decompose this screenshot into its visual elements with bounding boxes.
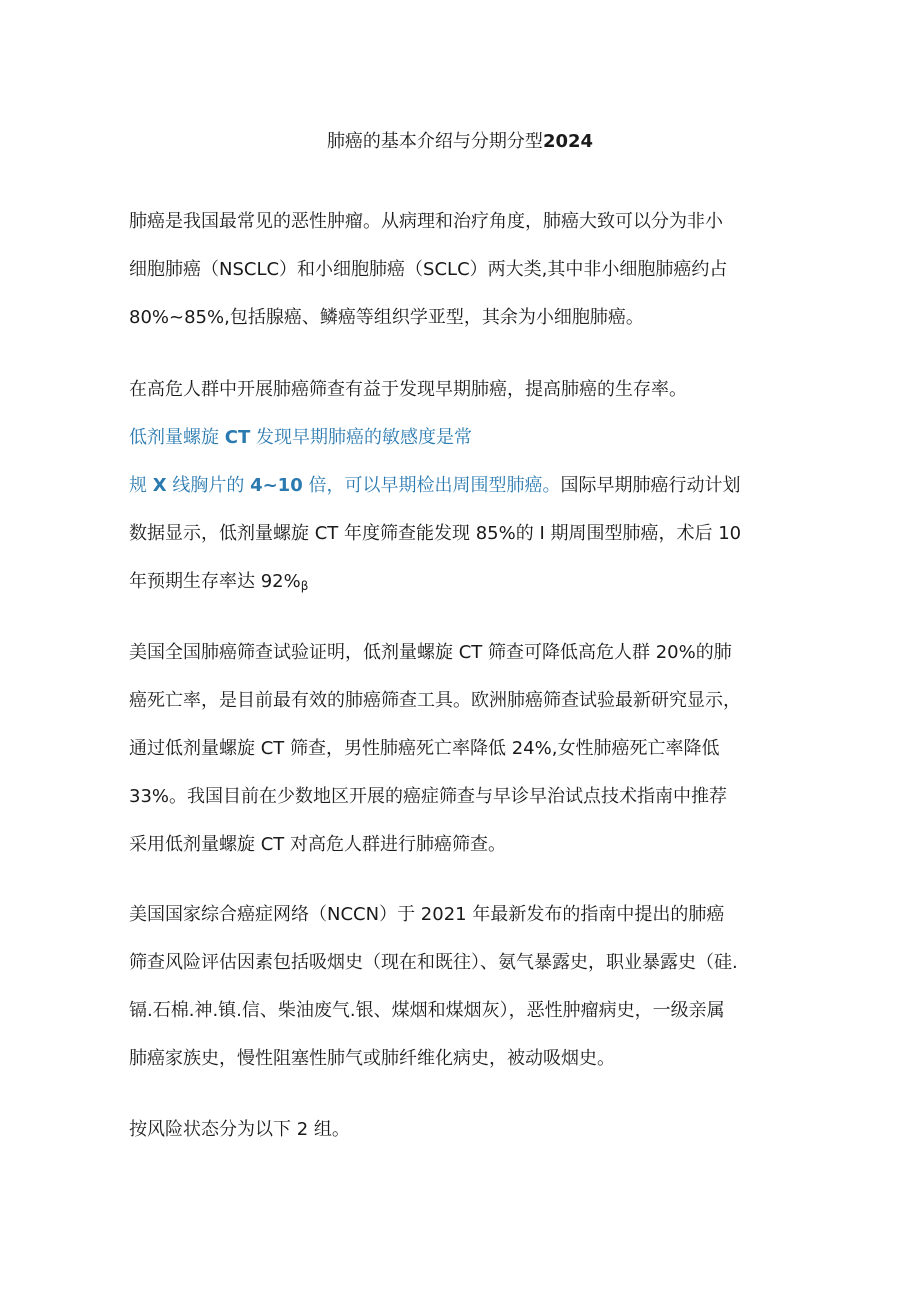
paragraph-line: 美国国家综合癌症网络（NCCN）于 2021 年最新发布的指南中提出的肺癌: [129, 904, 725, 925]
paragraph-groups: [129, 1106, 809, 1154]
plain-text: 年预期生存率达 92%: [129, 571, 301, 592]
paragraph-line: 数据显示，低剂量螺旋 CT 年度筛查能发现 85%的 I 期周围型肺癌，术后 10: [129, 523, 742, 544]
highlight-text: 规: [129, 475, 153, 496]
highlight-bold-text: CT: [224, 427, 251, 448]
paragraph-line: 在高危人群中开展肺癌筛查有益于发现早期肺癌，提高肺癌的生存率。: [129, 379, 687, 400]
subscript-text: β: [300, 579, 309, 593]
paragraph-line: 肺癌家族史，慢性阻塞性肺气或肺纤维化病史，被动吸烟史。: [129, 1048, 615, 1069]
paragraph-line: [129, 558, 809, 606]
highlight-text: 发现早期肺癌的敏感度是常: [250, 427, 472, 448]
highlight-text: 低剂量螺旋: [129, 427, 225, 448]
highlighted-segment: [129, 475, 560, 496]
paragraph-intro: [129, 198, 809, 342]
highlight-text: 倍，可以早期检出周围型肺癌。: [302, 475, 561, 496]
highlight-bold-text: X: [152, 475, 167, 496]
paragraph-line: 33%。我国目前在少数地区开展的癌症筛查与早诊早治试点技术指南中推荐: [129, 786, 728, 807]
paragraph-line: 通过低剂量螺旋 CT 筛查，男性肺癌死亡率降低 24%,女性肺癌死亡率降低: [129, 738, 720, 759]
highlight-text: 线胸片的: [166, 475, 251, 496]
paragraph-line: 细胞肺癌（NSCLC）和小细胞肺癌（SCLC）两大类,其中非小细胞肺癌约占: [129, 259, 728, 280]
mixed-line: [129, 462, 809, 510]
highlight-bold-text: 4~10: [250, 475, 303, 496]
paragraph-line: 80%~85%,包括腺癌、鳞癌等组织学亚型，其余为小细胞肺癌。: [129, 307, 644, 328]
paragraph-line: 采用低剂量螺旋 CT 对高危人群进行肺癌筛查。: [129, 834, 507, 855]
paragraph-nccn: [129, 891, 809, 1083]
paragraph-screening: [129, 366, 809, 606]
paragraph-line: 按风险状态分为以下 2 组。: [129, 1119, 350, 1140]
title-year: 2024: [542, 131, 594, 152]
highlighted-line: [129, 414, 809, 462]
paragraph-trials: [129, 629, 809, 869]
paragraph-line: 镉.石棉.神.镇.信、柴油废气.银、煤烟和煤烟灰），恶性肿瘤病史，一级亲属: [129, 1000, 725, 1021]
paragraph-line: 肺癌是我国最常见的恶性肿瘤。从病理和治疗角度，肺癌大致可以分为非小: [129, 211, 723, 232]
paragraph-line: 癌死亡率，是目前最有效的肺癌筛查工具。欧洲肺癌筛查试验最新研究显示，: [129, 690, 741, 711]
plain-text: 国际早期肺癌行动计划: [560, 475, 741, 496]
paragraph-line: 美国全国肺癌筛查试验证明，低剂量螺旋 CT 筛查可降低高危人群 20%的肺: [129, 642, 732, 663]
paragraph-line: 筛查风险评估因素包括吸烟史（现在和既往）、氨气暴露史，职业暴露史（硅.: [129, 952, 738, 973]
page-title: [0, 128, 920, 156]
title-main: 肺癌的基本介绍与分期分型: [326, 131, 543, 152]
